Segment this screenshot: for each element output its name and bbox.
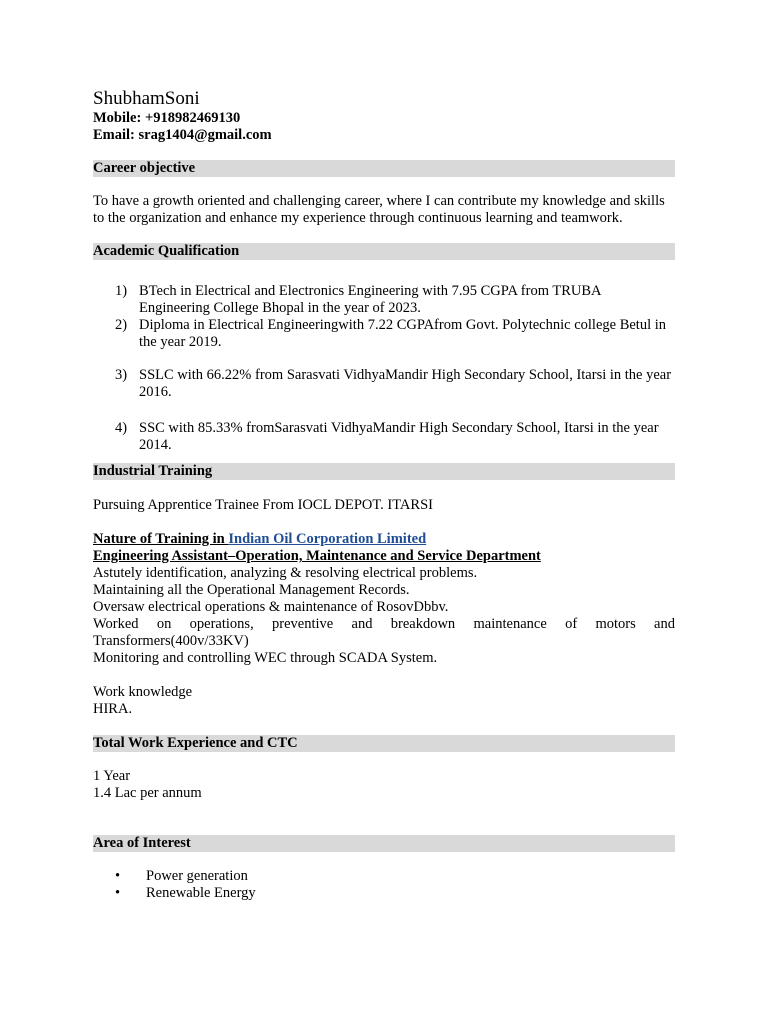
industrial-training-heading: Industrial Training: [93, 463, 675, 480]
nature-of-training: [93, 531, 675, 548]
bullet-icon: •: [115, 868, 121, 884]
item-text: BTech in Electrical and Electronics Engineering with 7.95 CGPA from TRUBA Engineering College Bhopal in the year of 2023.: [139, 283, 601, 316]
career-objective-heading: Career objective: [93, 160, 675, 177]
interest-text: Renewable Energy: [146, 885, 256, 901]
experience-heading: Total Work Experience and CTC: [93, 735, 675, 752]
company-link[interactable]: Indian Oil Corporation Limited: [228, 531, 427, 547]
resume-page: [93, 88, 675, 902]
candidate-name: ShubhamSoni: [93, 88, 200, 109]
item-text: SSLC with 66.22% from Sarasvati VidhyaMandir High Secondary School, Itarsi in the year 2016.: [139, 367, 672, 400]
mobile-number: Mobile: +918982469130: [93, 110, 241, 126]
bullet-icon: •: [115, 885, 121, 901]
item-text: SSC with 85.33% fromSarasvati VidhyaMandir High Secondary School, Itarsi in the year 2014.: [139, 420, 659, 453]
item-number: 3): [115, 367, 128, 383]
item-number: 1): [115, 283, 128, 299]
nature-prefix: Nature of Training in: [93, 531, 229, 547]
work-knowledge-label: Work knowledge: [93, 684, 193, 700]
duty-item: Monitoring and controlling WEC through SCADA System.: [93, 650, 438, 666]
email-address: Email: srag1404@gmail.com: [93, 127, 272, 143]
interest-text: Power generation: [146, 868, 248, 884]
duty-item: Astutely identification, analyzing & resolving electrical problems.: [93, 565, 478, 581]
item-text: Diploma in Electrical Engineeringwith 7.22 CGPAfrom Govt. Polytechnic college Betul in the year 2019.: [139, 317, 667, 350]
department-title: Engineering Assistant–Operation, Maintenance and Service Department: [93, 548, 541, 564]
interest-heading: Area of Interest: [93, 835, 675, 852]
interest-list: [93, 868, 675, 902]
duty-item: Maintaining all the Operational Management Records.: [93, 582, 410, 598]
item-number: 4): [115, 420, 128, 436]
academic-list: [93, 283, 675, 454]
work-knowledge-value: HIRA.: [93, 701, 133, 717]
experience-years: 1 Year: [93, 768, 131, 784]
academic-item: [93, 420, 675, 454]
interest-item: [93, 868, 675, 885]
duty-item: Worked on operations, preventive and breakdown maintenance of motors and Transformers(400v/33KV): [93, 616, 675, 649]
career-objective-text: To have a growth oriented and challenging career, where I can contribute my knowledge and skills to the organization and enhance my experience through continuous learning and teamwork.: [93, 193, 665, 226]
duty-item: Oversaw electrical operations & maintenance of RosovDbbv.: [93, 599, 449, 615]
item-number: 2): [115, 317, 128, 333]
experience-ctc: 1.4 Lac per annum: [93, 785, 202, 801]
academic-item: [93, 317, 675, 351]
academic-heading: Academic Qualification: [93, 243, 675, 260]
academic-item: [93, 283, 675, 317]
pursuing-text: Pursuing Apprentice Trainee From IOCL DEPOT. ITARSI: [93, 497, 433, 513]
interest-item: [93, 885, 675, 902]
academic-item: [93, 367, 675, 401]
